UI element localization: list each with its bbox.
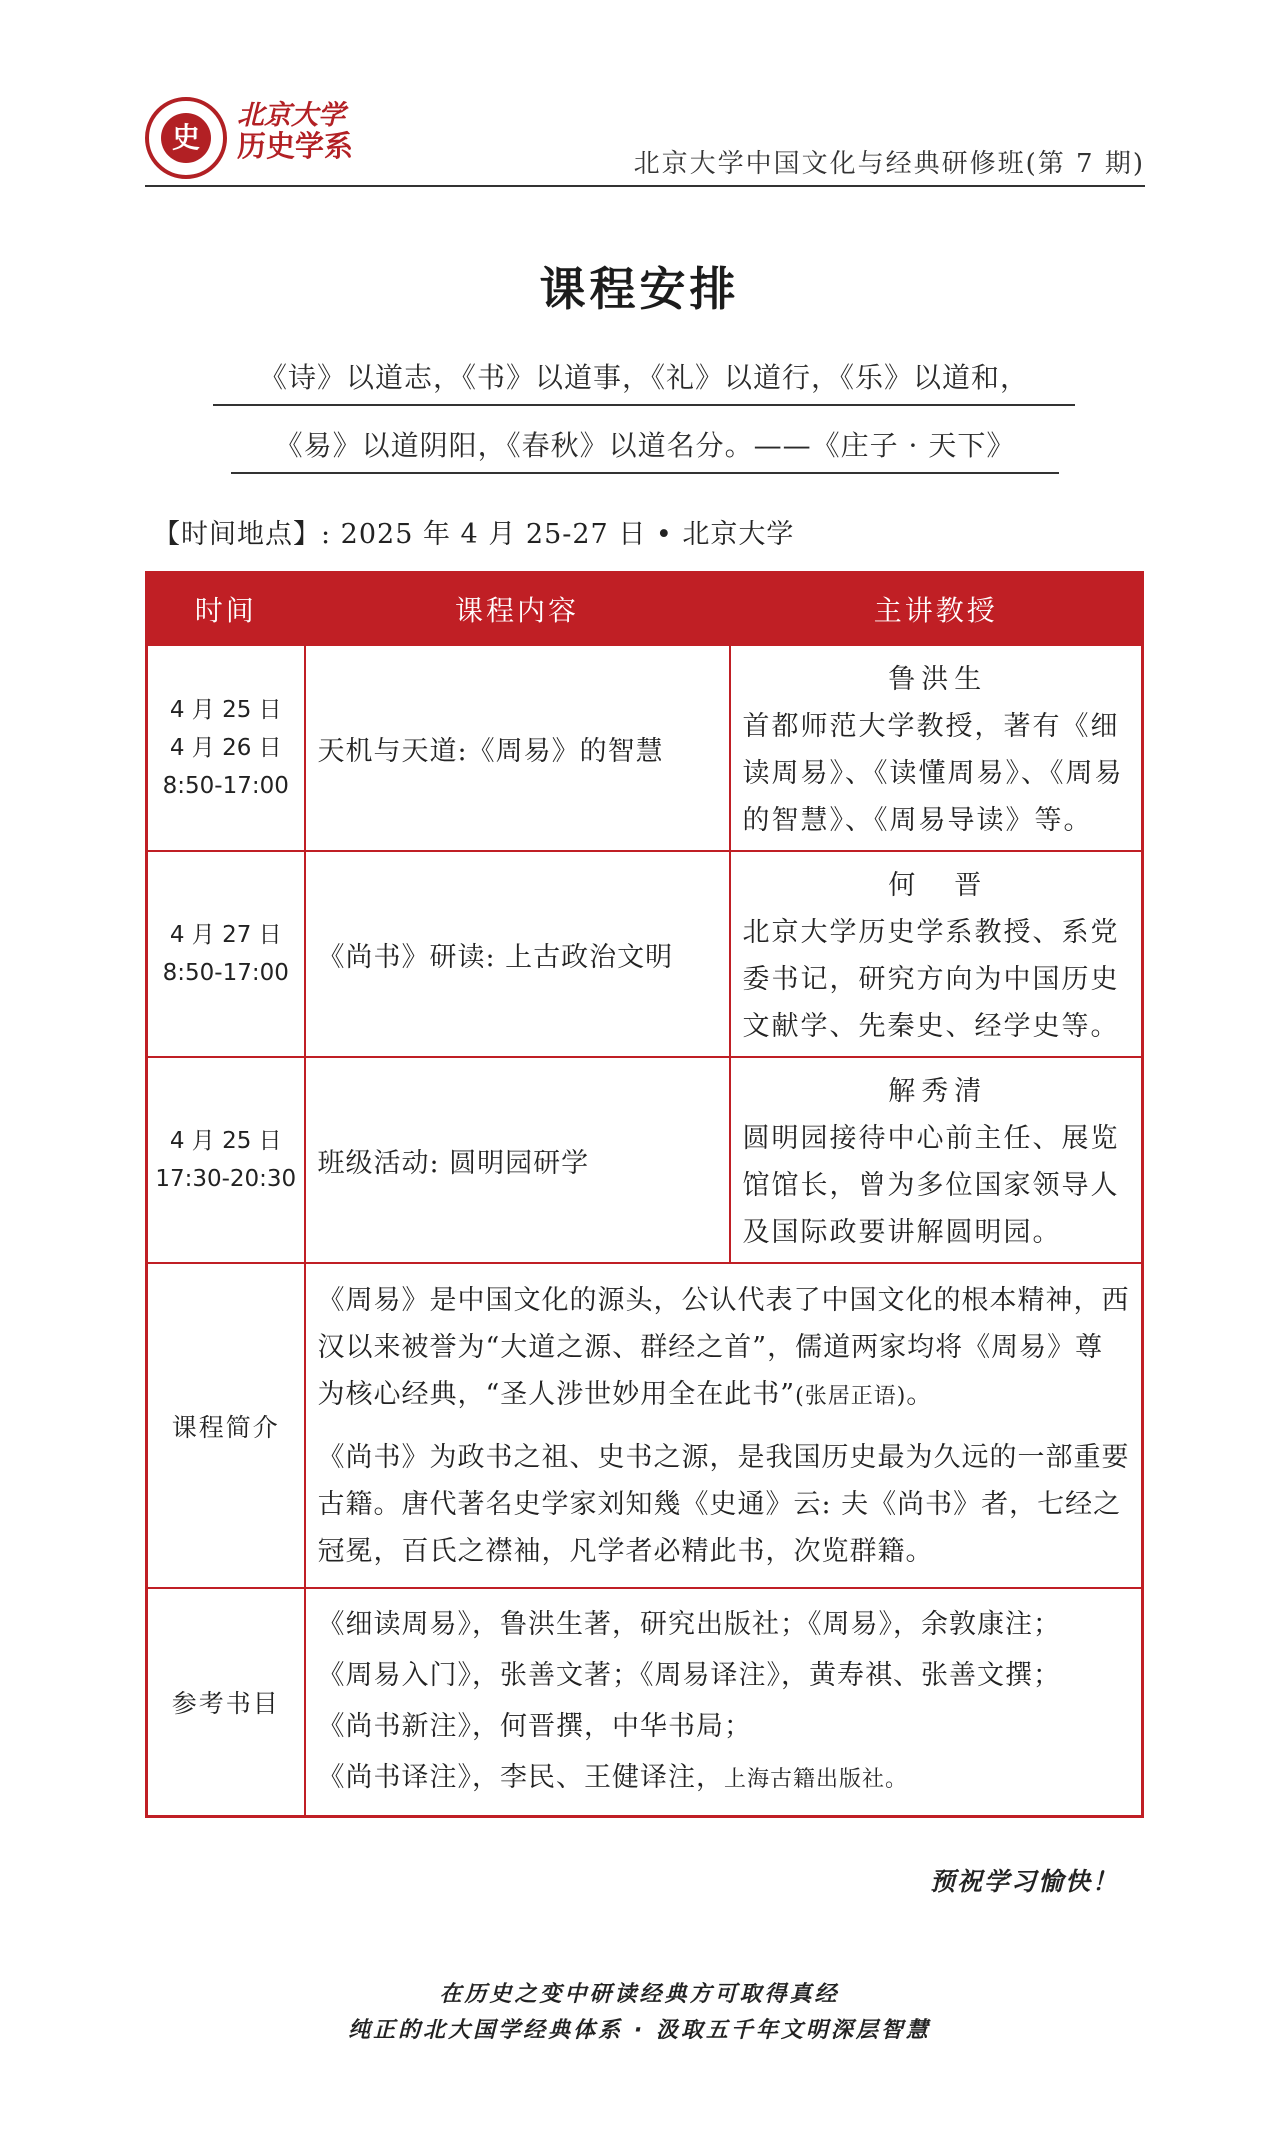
header-divider (145, 185, 1145, 187)
intro-paragraph-2: 《尚书》为政书之祖、史书之源，是我国历史最为久远的一部重要古籍。唐代著名史学家刘知幾《史通》云: 夫《尚书》者，七经之冠冕，百氏之襟袖，凡学者必精此书，次览群籍。 (317, 1441, 1130, 1567)
professor-cell (730, 645, 1143, 851)
table-row (147, 645, 1143, 851)
reference-text: 《尚书译注》，李民、王健译注， (317, 1761, 724, 1793)
professor-desc-line: 委书记，研究方向为中国历史 (742, 964, 1120, 995)
time-place: 【时间地点】: 2025 年 4 月 25-27 日 • 北京大学 (153, 519, 795, 550)
professor-cell (730, 851, 1143, 1057)
professor-cell (730, 1057, 1143, 1263)
reference-line: 《周易入门》，张善文著；《周易译注》，黄寿祺、张善文撰； (317, 1659, 1061, 1691)
professor-desc-line: 文献学、先秦史、经学史等。 (742, 1011, 1120, 1042)
professor-desc-line: 北京大学历史学系教授、系党 (742, 917, 1120, 948)
professor-name: 何 晋 (888, 870, 988, 901)
header-time: 时间 (147, 573, 305, 646)
page-title: 课程安排 (539, 262, 740, 316)
seal-center: 史 (161, 113, 211, 163)
references-cell (305, 1588, 1143, 1816)
footer-line-2: 纯正的北大国学经典体系 · 汲取五千年文明深层智慧 (348, 2018, 931, 2043)
table-row-intro (147, 1263, 1143, 1588)
intro-text-end: 。 (906, 1378, 935, 1410)
page-header (145, 95, 1145, 187)
time-line: 4 月 26 日 (169, 735, 282, 761)
course-cell: 天机与天道:《周易》的智慧 (305, 645, 730, 851)
time-cell (147, 851, 305, 1057)
reference-line: 《细读周易》，鲁洪生著，研究出版社；《周易》，余敦康注； (317, 1608, 1061, 1640)
logo-text (237, 101, 353, 163)
time-cell (147, 645, 305, 851)
intro-label: 课程简介 (147, 1263, 305, 1588)
table-row (147, 851, 1143, 1057)
reference-line (318, 1752, 1132, 1805)
professor-desc-line: 首都师范大学教授，著有《细 (742, 711, 1120, 742)
time-line: 4 月 25 日 (169, 697, 282, 723)
time-line: 8:50-17:00 (162, 960, 289, 986)
program-title: 北京大学中国文化与经典研修班(第 7 期) (633, 149, 1145, 179)
time-line: 4 月 27 日 (169, 922, 282, 948)
time-cell (147, 1057, 305, 1263)
header-professor: 主讲教授 (730, 573, 1143, 646)
department-seal-logo (145, 97, 227, 179)
schedule-table (145, 571, 1144, 1818)
professor-desc-line: 圆明园接待中心前主任、展览 (742, 1123, 1120, 1154)
professor-desc-line: 读周易》、《读懂周易》、《周易 (742, 758, 1124, 789)
professor-desc-line: 的智慧》、《周易导读》等。 (742, 805, 1093, 836)
course-cell: 《尚书》研读: 上古政治文明 (305, 851, 730, 1057)
professor-name: 鲁洪生 (888, 664, 988, 695)
quote-line-1: 《诗》以道志，《书》以道事，《礼》以道行，《乐》以道和， (213, 356, 1075, 406)
time-line: 4 月 25 日 (169, 1128, 282, 1154)
professor-name: 解秀清 (888, 1076, 988, 1107)
time-line: 8:50-17:00 (162, 773, 289, 799)
reference-publisher: 上海古籍出版社。 (724, 1766, 909, 1792)
professor-desc-line: 馆馆长，曾为多位国家领导人 (742, 1170, 1120, 1201)
references-label: 参考书目 (147, 1588, 305, 1816)
intro-cell (305, 1263, 1143, 1588)
quote-line-2: 《易》以道阴阳，《春秋》以道名分。——《庄子 · 天下》 (231, 424, 1059, 474)
table-row-references (147, 1588, 1143, 1816)
professor-desc-line: 及国际政要讲解圆明园。 (742, 1217, 1062, 1248)
intro-note: (张居正语) (795, 1383, 907, 1409)
footer-line-1: 在历史之变中研读经典方可取得真经 (439, 1982, 840, 2007)
logo-university-name: 北京大学 (237, 100, 345, 131)
course-cell: 班级活动: 圆明园研学 (305, 1057, 730, 1263)
intro-text: 《周易》是中国文化的源头，公认代表了中国文化的根本精神，西汉以来被誉为“大道之源、群经之首”，儒道两家均将《周易》尊为核心经典，“圣人涉世妙用全在此书” (317, 1284, 1130, 1410)
closing-wish: 预祝学习愉快！ (930, 1867, 1120, 1896)
table-header-row (147, 573, 1143, 646)
intro-paragraph-1 (318, 1277, 1132, 1420)
reference-line: 《尚书新注》，何晋撰，中华书局； (317, 1710, 752, 1742)
logo-department-name: 历史学系 (237, 128, 354, 163)
table-row (147, 1057, 1143, 1263)
time-line: 17:30-20:30 (155, 1166, 297, 1192)
header-course: 课程内容 (305, 573, 730, 646)
